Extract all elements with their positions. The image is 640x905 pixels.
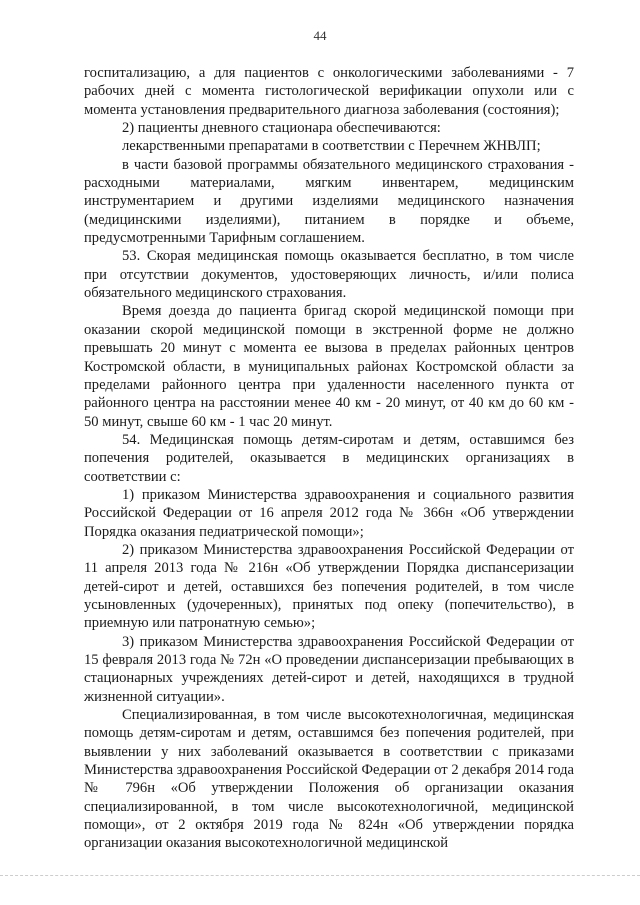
paragraph-day-hospital: 2) пациенты дневного стационара обеспечиваются:	[122, 120, 441, 137]
paragraph-hospitalization-terms: госпитализацию, а для пациентов с онкологическими заболеваниями - 7 рабочих дней с момента гистологической верификации опухоли или с момента установления предварительного диагноза заболевания (состояния);	[84, 65, 574, 118]
paragraph-arrival-time: Время доезда до пациента бригад скорой медицинской помощи при оказании скорой медицинской помощи в экстренной форме не должно превышать 20 минут с момента ее вызова в пределах районных центров Костромской области, в муниципальных районах Костромской области за пределами районного центра при удаленности населенного пункта от районного центра на расстоянии менее 40 км - 20 минут, от 40 км до 60 км - 50 минут, свыше 60 км - 1 час 20 минут.	[84, 303, 574, 430]
paragraph-order-216n: 2) приказом Министерства здравоохранения Российской Федерации от 11 апреля 2013 года № 216н «Об утверждении Порядка диспансеризации детей-сирот и детей, оставшихся без попечения родителей, в том числе усыновленных (удочеренных), принятых под опеку (попечительство), в приемную или патронатную семью»;	[84, 541, 574, 632]
page-number: 44	[313, 28, 327, 43]
paragraph-specialized-care: Специализированная, в том числе высокотехнологичная, медицинская помощь детям-сиротам и детям, оставшимся без попечения родителей, при выявлении у них заболеваний оказывается в соответствии с приказами Министерства здравоохранения Российской Федерации от 2 декабря 2014 года № 796н «Об утверждении Положения об организации оказания специализированной, в том числе высокотехнологичной, медицинской помощи», от 2 октября 2019 года № 824н «Об утверждении порядка организации оказания высокотехнологичной медицинской	[84, 707, 574, 852]
paragraph-54-orphans-care: 54. Медицинская помощь детям-сиротам и детям, оставшимся без попечения родителей, оказывается в медицинских организациях в соответствии с:	[84, 431, 574, 485]
paragraph-order-72n: 3) приказом Министерства здравоохранения Российской Федерации от 15 февраля 2013 года № 72н «О проведении диспансеризации пребывающих в стационарных учреждениях детей-сирот и детей, находящихся в трудной жизненной ситуации».	[84, 633, 574, 705]
paragraph-medicines: лекарственными препаратами в соответствии с Перечнем ЖНВЛП;	[122, 138, 541, 155]
scan-edge-divider	[0, 875, 640, 877]
document-body	[84, 64, 574, 853]
paragraph-53-emergency-care: 53. Скорая медицинская помощь оказывается бесплатно, в том числе при отсутствии документов, удостоверяющих личность, и/или полиса обязательного медицинского страхования.	[84, 248, 574, 302]
paragraph-order-366n: 1) приказом Министерства здравоохранения и социального развития Российской Федерации от 16 апреля 2012 года № 366н «Об утверждении Порядка оказания педиатрической помощи»;	[84, 486, 574, 540]
paragraph-basic-program: в части базовой программы обязательного медицинского страхования - расходными материалами, мягким инвентарем, медицинским инструментарием и другими изделиями медицинского назначения (медицинскими изделиями), питанием в порядке и объеме, предусмотренными Тарифным соглашением.	[84, 156, 574, 247]
